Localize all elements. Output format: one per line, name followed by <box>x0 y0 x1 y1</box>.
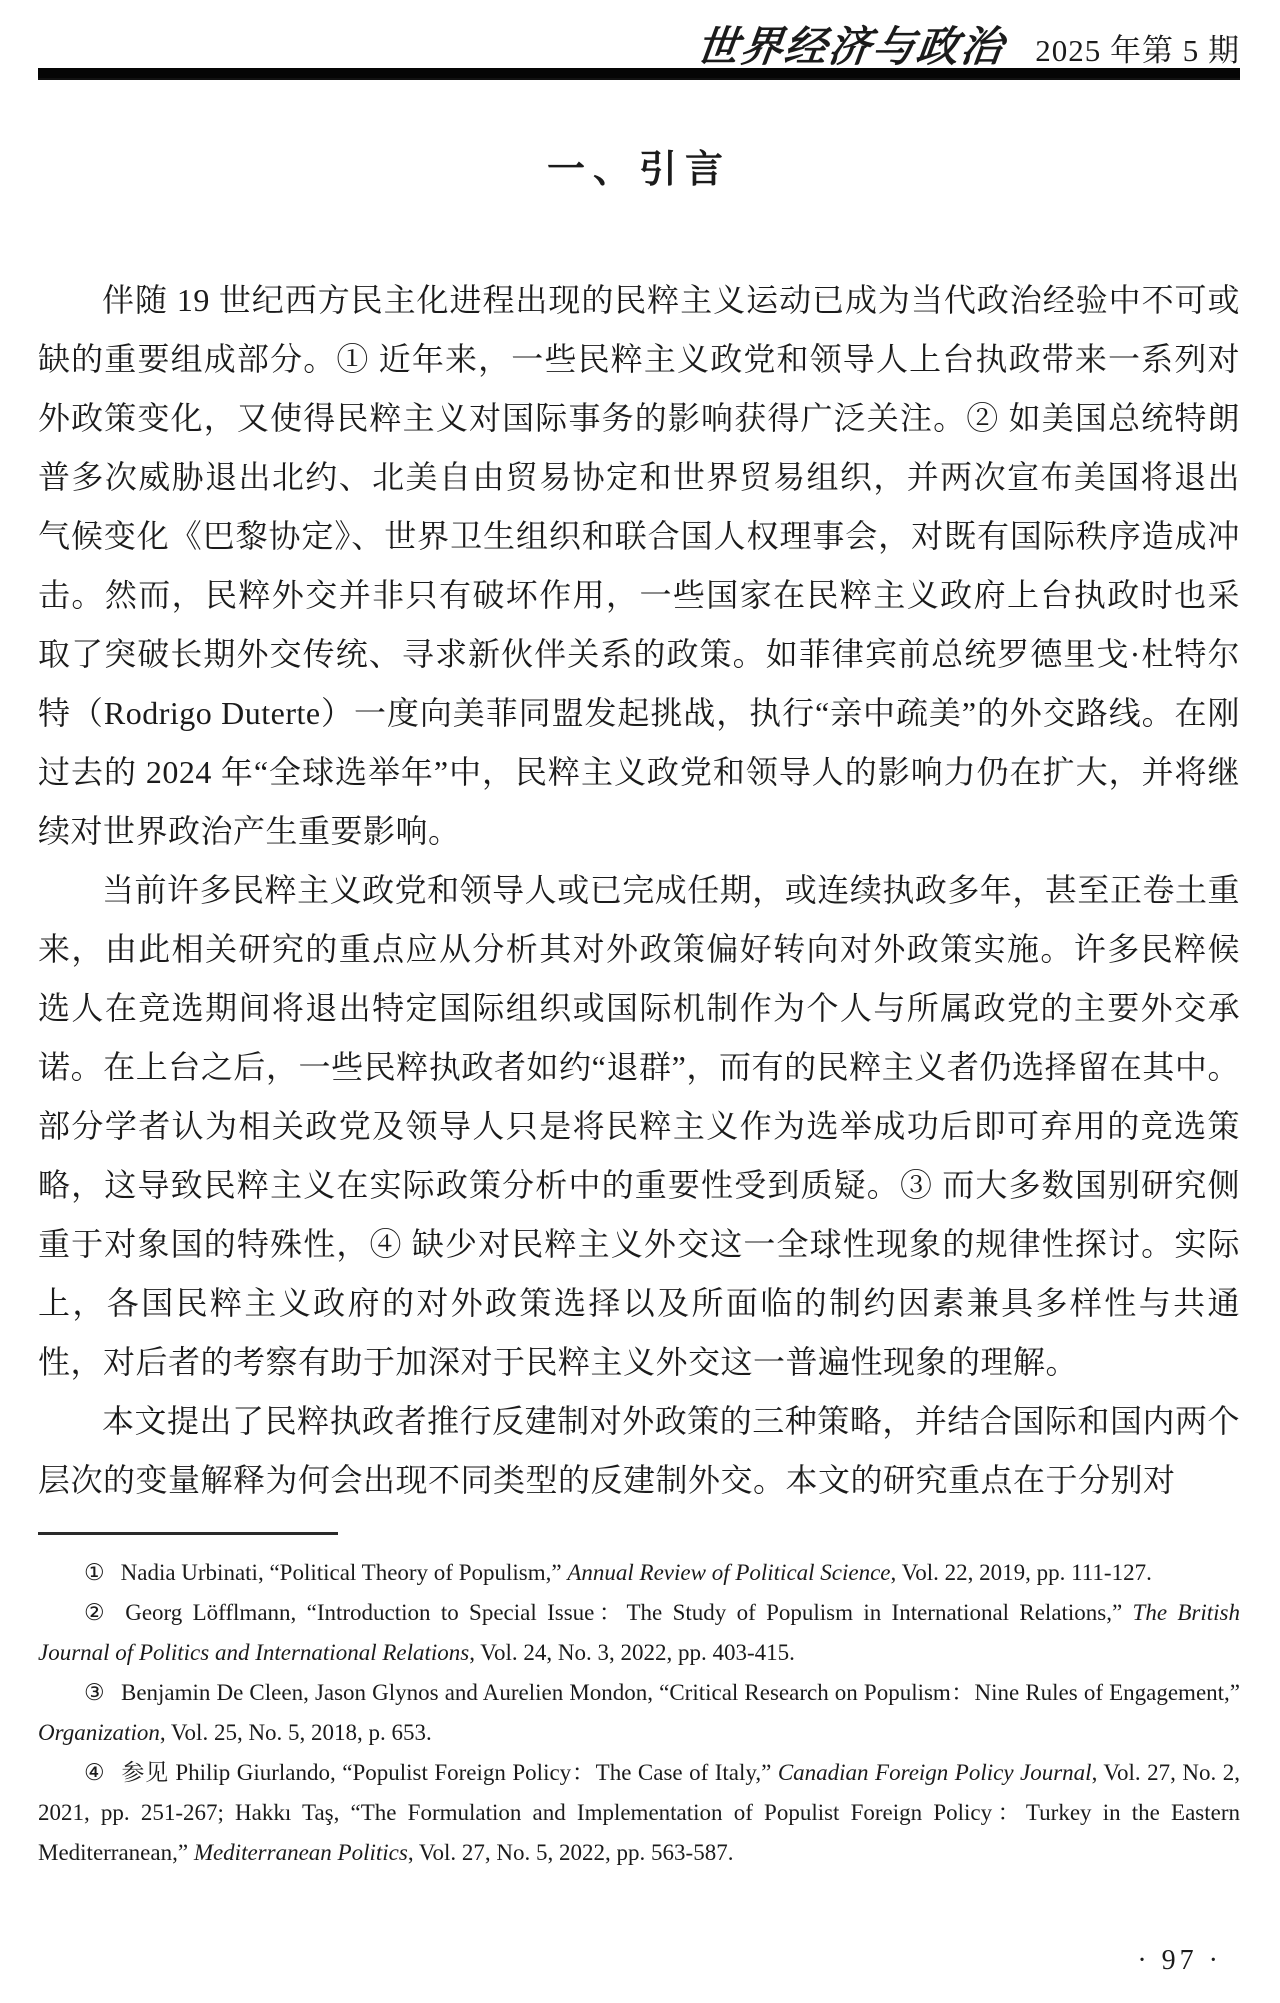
footnote-4-text-2: , Vol. 27, No. 2, 2021, pp. 251-267; Hakkı Taş, “The Formulation and Implementation of Populist Foreign Policy：Turkey in the Eastern Mediterranean,” <box>38 1760 1240 1865</box>
page-number: · 97 · <box>1137 1945 1222 1976</box>
footnote-2-marker: ② <box>84 1600 110 1625</box>
footnote-1-journal: Annual Review of Political Science <box>567 1560 891 1585</box>
journal-logo: 世界经济与政治 <box>693 22 1008 71</box>
body-paragraph-2: 当前许多民粹主义政党和领导人或已完成任期，或连续执政多年，甚至正卷土重来，由此相关研究的重点应从分析其对外政策偏好转向对外政策实施。许多民粹候选人在竞选期间将退出特定国际组织或国际机制作为个人与所属政党的主要外交承诺。在上台之后，一些民粹执政者如约“退群”，而有的民粹主义者仍选择留在其中。部分学者认为相关政党及领导人只是将民粹主义作为选举成功后即可弃用的竞选策略，这导致民粹主义在实际政策分析中的重要性受到质疑。③ 而大多数国别研究侧重于对象国的特殊性，④ 缺少对民粹主义外交这一全球性现象的规律性探讨。实际上，各国民粹主义政府的对外政策选择以及所面临的制约因素兼具多样性与共通性，对后者的考察有助于加深对于民粹主义外交这一普遍性现象的理解。 <box>38 872 1240 1380</box>
footnote-3-journal: Organization <box>38 1720 160 1745</box>
footnote-3 <box>38 1673 1240 1753</box>
issue-label: 2025 年第 5 期 <box>1035 33 1240 68</box>
footnote-1-pages: , Vol. 22, 2019, pp. 111-127. <box>890 1560 1152 1585</box>
body-paragraph-1: 伴随 19 世纪西方民主化进程出现的民粹主义运动已成为当代政治经验中不可或缺的重要组成部分。① 近年来，一些民粹主义政党和领导人上台执政带来一系列对外政策变化，又使得民粹主义对国际事务的影响获得广泛关注。② 如美国总统特朗普多次威胁退出北约、北美自由贸易协定和世界贸易组织，并两次宣布美国将退出气候变化《巴黎协定》、世界卫生组织和联合国人权理事会，对既有国际秩序造成冲击。然而，民粹外交并非只有破坏作用，一些国家在民粹主义政府上台执政时也采取了突破长期外交传统、寻求新伙伴关系的政策。如菲律宾前总统罗德里戈·杜特尔特（Rodrigo Duterte）一度向美菲同盟发起挑战，执行“亲中疏美”的外交路线。在刚过去的 2024 年“全球选举年”中，民粹主义政党和领导人的影响力仍在扩大，并将继续对世界政治产生重要影响。 <box>38 282 1240 849</box>
footnote-separator <box>38 1532 338 1535</box>
footnote-2-journal: The British Journal of Politics and International Relations <box>38 1600 1240 1665</box>
footnote-4-journal-1: Canadian Foreign Policy Journal <box>777 1760 1092 1785</box>
footnote-2-pages: , Vol. 24, No. 3, 2022, pp. 403-415. <box>469 1640 795 1665</box>
page-header <box>38 14 1240 71</box>
footnote-4-pages: , Vol. 27, No. 5, 2022, pp. 563-587. <box>407 1840 734 1865</box>
footnote-4-marker: ④ <box>84 1760 106 1785</box>
section-title: 一、引言 <box>546 149 731 191</box>
article-body <box>38 271 1240 1510</box>
footnote-3-marker: ③ <box>84 1680 105 1705</box>
footnote-3-pages: , Vol. 25, No. 5, 2018, p. 653. <box>159 1720 432 1745</box>
footnote-1-marker: ① <box>84 1560 105 1585</box>
footnote-4 <box>38 1753 1240 1873</box>
footnote-1 <box>38 1553 1240 1593</box>
footnote-3-text: Benjamin De Cleen, Jason Glynos and Aurelien Mondon, “Critical Research on Populism：Nine Rules of Engagement,” <box>120 1680 1240 1705</box>
footnotes-section <box>38 1553 1240 1873</box>
footnote-2-text: Georg Löfflmann, “Introduction to Special Issue：The Study of Populism in International Relations,” <box>125 1600 1133 1625</box>
footnote-2 <box>38 1593 1240 1673</box>
footnote-1-text: Nadia Urbinati, “Political Theory of Populism,” <box>120 1560 568 1585</box>
footnote-4-journal-2: Mediterranean Politics <box>193 1840 408 1865</box>
body-paragraph-3: 本文提出了民粹执政者推行反建制对外政策的三种策略，并结合国际和国内两个层次的变量解释为何会出现不同类型的反建制外交。本文的研究重点在于分别对 <box>38 1403 1240 1498</box>
footnote-4-text-1: 参见 Philip Giurlando, “Populist Foreign Policy：The Case of Italy,” <box>121 1760 778 1785</box>
